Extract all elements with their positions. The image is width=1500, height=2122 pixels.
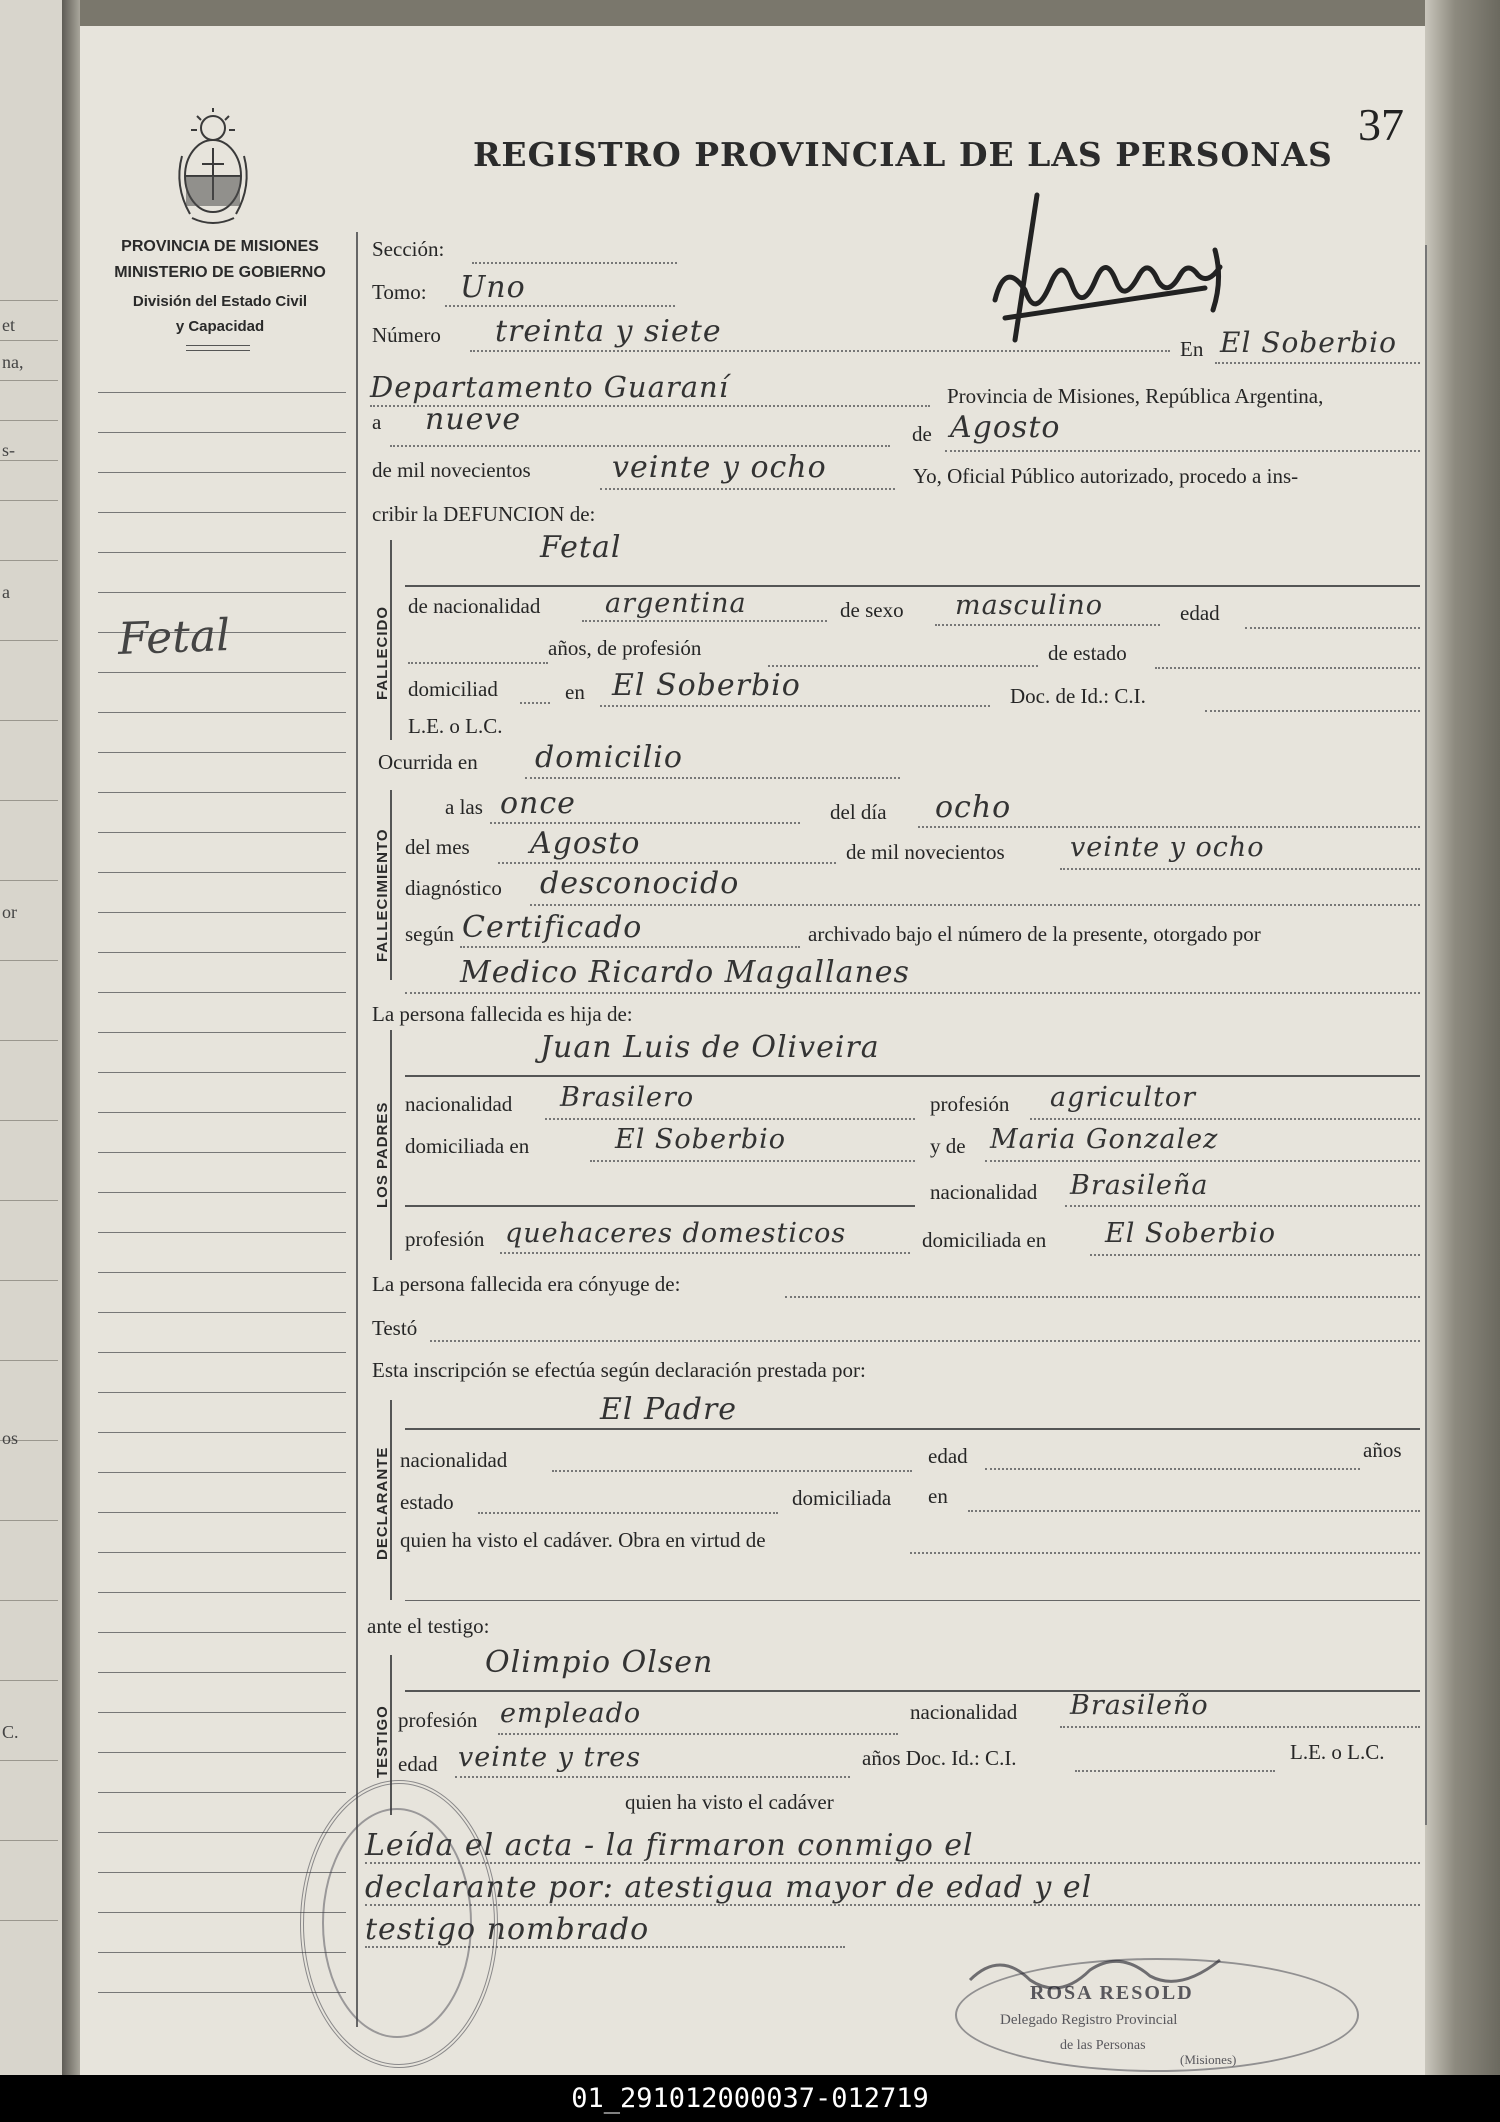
stamp-line-2: Delegado Registro Provincial [1000, 2012, 1178, 2028]
left-fragment: na, [2, 352, 24, 372]
label-ante-testigo: ante el testigo: [367, 1614, 490, 1638]
value-hora: once [500, 786, 576, 821]
label-profesion-2: profesión [405, 1227, 485, 1251]
field-domiciliad [520, 702, 550, 704]
right-border [1425, 245, 1427, 1825]
label-de-nacionalidad: de nacionalidad [408, 594, 541, 618]
label-t-edad: edad [398, 1752, 438, 1776]
value-medico: Medico Ricardo Magallanes [460, 955, 910, 990]
field-numero [470, 350, 1170, 352]
field-edad [1245, 627, 1420, 629]
label-le-lc: L.E. o L.C. [408, 714, 503, 738]
value-diagnostico: desconocido [540, 866, 740, 901]
label-t-anos: años Doc. Id.: C.I. [862, 1746, 1017, 1770]
coat-of-arms-icon [172, 106, 254, 228]
image-id-label: 01_291012000037-012719 [571, 2083, 929, 2114]
book-right-edge [1425, 0, 1500, 2075]
field-conyuge [785, 1296, 1420, 1298]
value-dia-fallec: ocho [935, 790, 1012, 825]
org-division: División del Estado Civil [132, 293, 308, 310]
label-d-cadaver: quien ha visto el cadáver. Obra en virtud de [400, 1528, 766, 1552]
field-t-edad [455, 1776, 850, 1778]
label-seccion: Sección: [372, 237, 445, 261]
label-d-edad: edad [928, 1444, 968, 1468]
label-hija-de: La persona fallecida es hija de: [372, 1002, 633, 1026]
value-sexo: masculino [955, 590, 1103, 621]
value-madre-nac: Brasileña [1070, 1170, 1209, 1201]
field-padre-prof [1030, 1118, 1420, 1120]
field-d-obra [910, 1552, 1420, 1554]
field-medico [405, 992, 1420, 994]
margin-note: Fetal [117, 610, 232, 665]
field-madre [985, 1160, 1420, 1162]
field-ocurrida [525, 777, 900, 779]
label-d-nacionalidad: nacionalidad [400, 1448, 508, 1472]
book-binding [62, 0, 80, 2075]
value-padre-prof: agricultor [1050, 1082, 1197, 1113]
label-provincia: Provincia de Misiones, República Argentina, [947, 384, 1324, 408]
value-mes: Agosto [950, 410, 1061, 445]
field-nacionalidad [582, 620, 827, 622]
section-fallecido: FALLECIDO [374, 606, 391, 700]
value-numero: treinta y siete [495, 314, 722, 349]
field-declarante [405, 1428, 1420, 1430]
field-d-edad [985, 1468, 1360, 1470]
field-dia-fallec [918, 826, 1420, 828]
label-domiciliada-en-2: domiciliada en [922, 1228, 1047, 1252]
value-t-nacionalidad: Brasileño [1070, 1690, 1209, 1721]
label-testo: Testó [372, 1316, 418, 1340]
label-d-en: en [928, 1484, 948, 1508]
field-domicilio [600, 705, 990, 707]
field-mes [945, 450, 1420, 452]
stamp-line-4: (Misiones) [1180, 2052, 1237, 2067]
image-id-bar [0, 2075, 1500, 2122]
section-fallecimiento: FALLECIMIENTO [374, 828, 391, 962]
label-ocurrida-en: Ocurrida en [378, 750, 478, 774]
label-inscribir: cribir la DEFUNCION de: [372, 502, 596, 526]
label-profesion: profesión [930, 1092, 1010, 1116]
label-de-mil-2: de mil novecientos [846, 840, 1005, 864]
field-t-doc [1075, 1770, 1275, 1772]
field-mes-fallec [498, 862, 836, 864]
label-oficial: Yo, Oficial Público autorizado, procedo a ins- [913, 464, 1299, 488]
book-top-edge [62, 0, 1442, 26]
value-domicilio: El Soberbio [612, 668, 801, 703]
org-capacity: y Capacidad [175, 318, 265, 335]
label-t-le-lc: L.E. o L.C. [1290, 1740, 1385, 1764]
field-tomo [445, 305, 675, 307]
label-a-las: a las [445, 795, 483, 819]
label-archivado: archivado bajo el número de la presente, otorgado por [808, 922, 1261, 946]
label-t-nacionalidad: nacionalidad [910, 1700, 1018, 1724]
label-nacionalidad: nacionalidad [405, 1092, 513, 1116]
label-d-domiciliada: domiciliada [792, 1486, 892, 1510]
org-underline [186, 345, 250, 346]
label-de-sexo: de sexo [840, 598, 904, 622]
field-hora [490, 822, 800, 824]
field-estado [1155, 667, 1420, 669]
value-dia: nueve [425, 402, 522, 437]
note-rule [365, 1862, 1420, 1864]
field-anio-fallec [1060, 868, 1420, 870]
field-padre-dom [590, 1160, 915, 1162]
section-los-padres: LOS PADRES [374, 1101, 391, 1208]
label-de: de [912, 422, 932, 446]
label-inscripcion: Esta inscripción se efectúa según declaración prestada por: [372, 1358, 866, 1382]
value-segun: Certificado [462, 910, 643, 945]
org-province: PROVINCIA DE MISIONES [121, 238, 319, 255]
label-domiciliad: domiciliad [408, 677, 498, 701]
page-number: 37 [1358, 99, 1404, 150]
field-madre-2 [405, 1205, 915, 1207]
value-anio-fallec: veinte y ocho [1070, 832, 1265, 863]
field-d-nacionalidad [552, 1470, 912, 1472]
field-anio [600, 488, 895, 490]
label-segun: según [405, 922, 454, 946]
left-fragment: os [2, 1428, 19, 1448]
official-signature [960, 1940, 1240, 2000]
label-del-dia: del día [830, 800, 887, 824]
left-fragment: or [2, 902, 17, 922]
field-nombre [405, 585, 1420, 587]
left-fragment: C. [2, 1722, 19, 1742]
field-dia [390, 445, 890, 447]
value-testigo: Olimpio Olsen [485, 1645, 714, 1680]
label-numero: Número [372, 323, 441, 347]
label-domiciliada-en: domiciliada en [405, 1134, 530, 1158]
note-rule [365, 1904, 1420, 1906]
left-fragment: et [2, 315, 15, 335]
value-departamento: Departamento Guaraní [370, 370, 729, 404]
field-seccion [472, 262, 677, 264]
label-edad: edad [1180, 601, 1220, 625]
value-madre-dom: El Soberbio [1105, 1218, 1277, 1249]
note-line-2: declarante por: atestigua mayor de edad y el [365, 1870, 1093, 1905]
value-ocurrida: domicilio [535, 740, 683, 775]
stamp-line-3: de las Personas [1060, 2038, 1146, 2053]
round-seal-inner [322, 1808, 472, 2038]
value-madre: Maria Gonzalez [990, 1124, 1219, 1155]
org-underline [186, 350, 250, 351]
label-a: a [372, 410, 382, 434]
section-testigo: TESTIGO [374, 1705, 391, 1778]
label-conyuge: La persona fallecida era cónyuge de: [372, 1272, 681, 1296]
field-sexo [935, 624, 1160, 626]
value-anio: veinte y ocho [612, 450, 827, 485]
left-page-edge [0, 0, 65, 2075]
value-padre-nac: Brasilero [560, 1082, 695, 1113]
left-fragment: s- [2, 440, 15, 460]
field-madre-dom [1090, 1254, 1420, 1256]
value-t-profesion: empleado [500, 1698, 642, 1729]
field-padre [405, 1075, 1420, 1077]
field-doc-id [1205, 710, 1420, 712]
field-testigo [405, 1690, 1420, 1692]
label-de-estado: de estado [1048, 641, 1127, 665]
label-en-2: en [565, 680, 585, 704]
org-ministry: MINISTERIO DE GOBIERNO [114, 264, 326, 281]
note-line-3: testigo nombrado [365, 1912, 650, 1947]
value-tomo: Uno [460, 270, 526, 305]
value-padre-dom: El Soberbio [615, 1124, 787, 1155]
label-anos-profesion: años, de profesión [548, 636, 702, 660]
note-line-1: Leída el acta - la firmaron conmigo el [365, 1828, 974, 1863]
section-declarante: DECLARANTE [374, 1446, 391, 1560]
field-d-domicilio [968, 1510, 1420, 1512]
field-profesion [768, 665, 1038, 667]
left-fragment: a [2, 582, 10, 602]
value-t-edad: veinte y tres [458, 1742, 642, 1773]
label-doc-id: Doc. de Id.: C.I. [1010, 684, 1146, 708]
value-declarante: El Padre [600, 1392, 738, 1427]
label-nacionalidad-2: nacionalidad [930, 1180, 1038, 1204]
field-t-nacionalidad [1060, 1726, 1420, 1728]
label-del-mes: del mes [405, 835, 470, 859]
label-d-anos: años [1363, 1438, 1402, 1462]
field-padre-nac [545, 1118, 915, 1120]
field-lugar [1215, 362, 1420, 364]
field-diagnostico [530, 904, 1420, 906]
label-t-cadaver: quien ha visto el cadáver [625, 1790, 834, 1814]
field-t-profesion [498, 1733, 898, 1735]
field-testo [430, 1340, 1420, 1342]
field-edad-2 [408, 662, 548, 664]
field-madre-prof [500, 1252, 910, 1254]
value-nombre: Fetal [540, 530, 622, 565]
value-mes-fallec: Agosto [530, 826, 641, 861]
label-t-profesion: profesión [398, 1708, 478, 1732]
value-madre-prof: quehaceres domesticos [505, 1218, 847, 1249]
label-diagnostico: diagnóstico [405, 876, 502, 900]
field-d-obra-2 [405, 1600, 1420, 1601]
page-title: REGISTRO PROVINCIAL DE LAS PERSONAS [473, 135, 1333, 174]
label-y-de: y de [930, 1134, 966, 1158]
label-en: En [1180, 337, 1204, 361]
value-lugar: El Soberbio [1220, 326, 1397, 359]
field-d-estado [478, 1512, 778, 1514]
margin-divider [356, 232, 358, 2027]
stamp-name: ROSA RESOLD [1030, 1982, 1194, 2004]
label-tomo: Tomo: [372, 280, 427, 304]
label-d-estado: estado [400, 1490, 454, 1514]
value-padre: Juan Luis de Oliveira [540, 1030, 880, 1065]
label-de-mil: de mil novecientos [372, 458, 531, 482]
value-nacionalidad: argentina [605, 588, 747, 619]
field-madre-nac [1065, 1205, 1420, 1207]
field-segun [460, 946, 800, 948]
